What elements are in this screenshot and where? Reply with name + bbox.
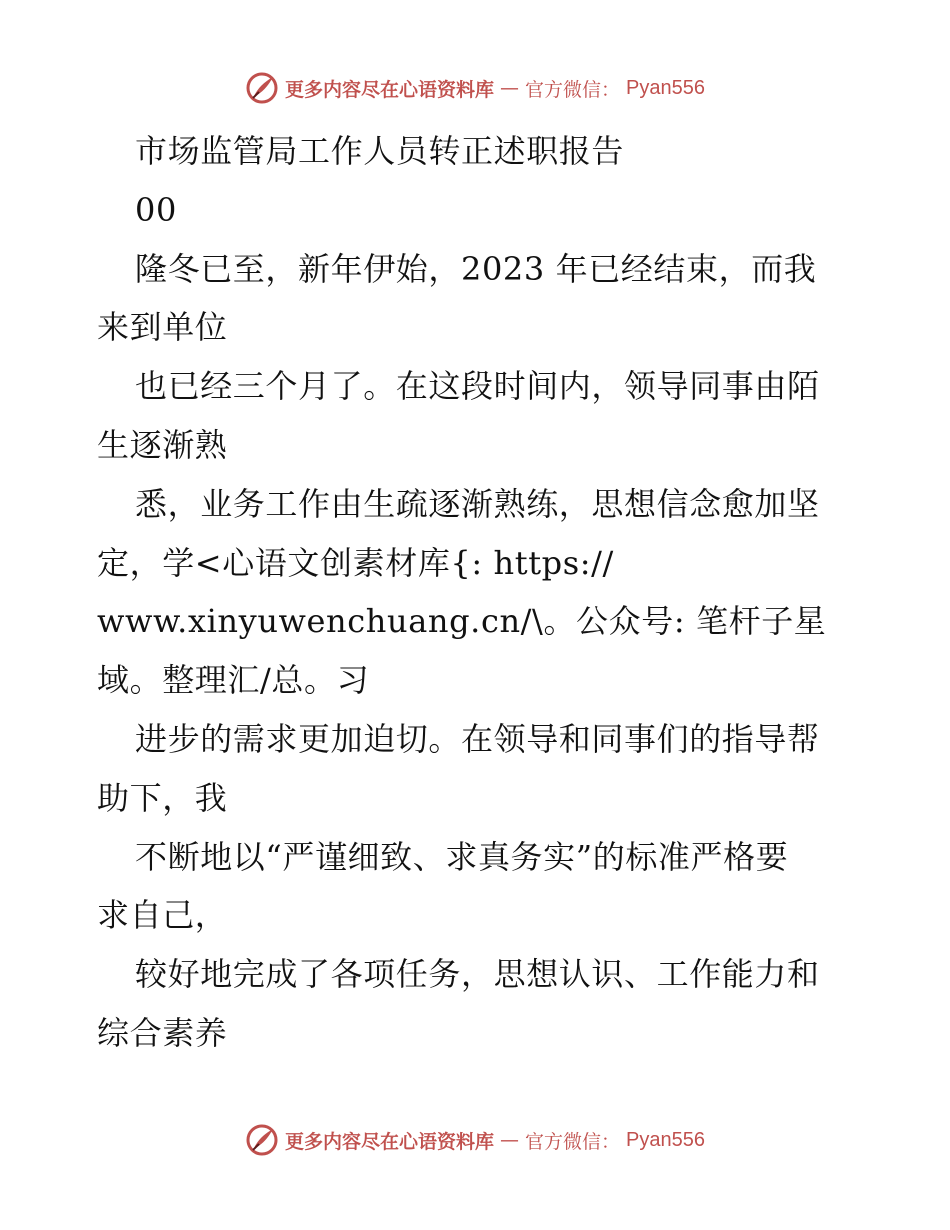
header-promo-text: 更多内容尽在心语资料库 [285,78,495,101]
document-line: 来到单位 [97,308,228,347]
document-line: 也已经三个月了。在这段时间内，领导同事由陌 [135,367,820,406]
document-line: 进步的需求更加迫切。在领导和同事们的指导帮 [135,719,820,758]
quill-logo-icon [245,71,279,105]
header-banner [0,68,950,108]
footer-banner [0,1120,950,1160]
document-line: 助下，我 [97,778,228,817]
document-line: 综合素养 [97,1013,228,1052]
document-line: 不断地以“严谨细致、求真务实”的标准严格要 [135,837,789,876]
document-line: 求自己， [97,896,228,935]
header-wechat-id: Pyan556 [626,76,705,99]
header-dash: — [500,77,520,99]
footer-wechat-id: Pyan556 [626,1128,705,1151]
header-banner-content [245,71,705,105]
document-line: 隆冬已至，新年伊始，2023 年已经结束，而我 [135,249,817,288]
quill-logo-icon [245,1123,279,1157]
document-line: www.xinyuwenchuang.cn/\。公众号: 笔杆子星 [97,602,827,641]
document-title: 市场监管局工作人员转正述职报告 [135,132,625,170]
footer-banner-content [245,1123,705,1157]
document-line: 悉，业务工作由生疏逐渐熟练，思想信念愈加坚 [135,484,820,523]
document-body [97,122,857,1063]
document-line: 生逐渐熟 [97,425,228,464]
document-line: 较好地完成了各项任务，思想认识、工作能力和 [135,955,820,994]
footer-wechat-label: 官方微信： [525,1130,621,1153]
footer-promo-text: 更多内容尽在心语资料库 [285,1130,495,1153]
header-wechat-label: 官方微信： [525,78,621,101]
document-line: 00 [135,190,177,229]
document-line: 域。整理汇/总。习 [97,661,370,700]
document-line: 定，学<心语文创素材库{: https:// [97,543,614,582]
footer-dash: — [500,1129,520,1151]
